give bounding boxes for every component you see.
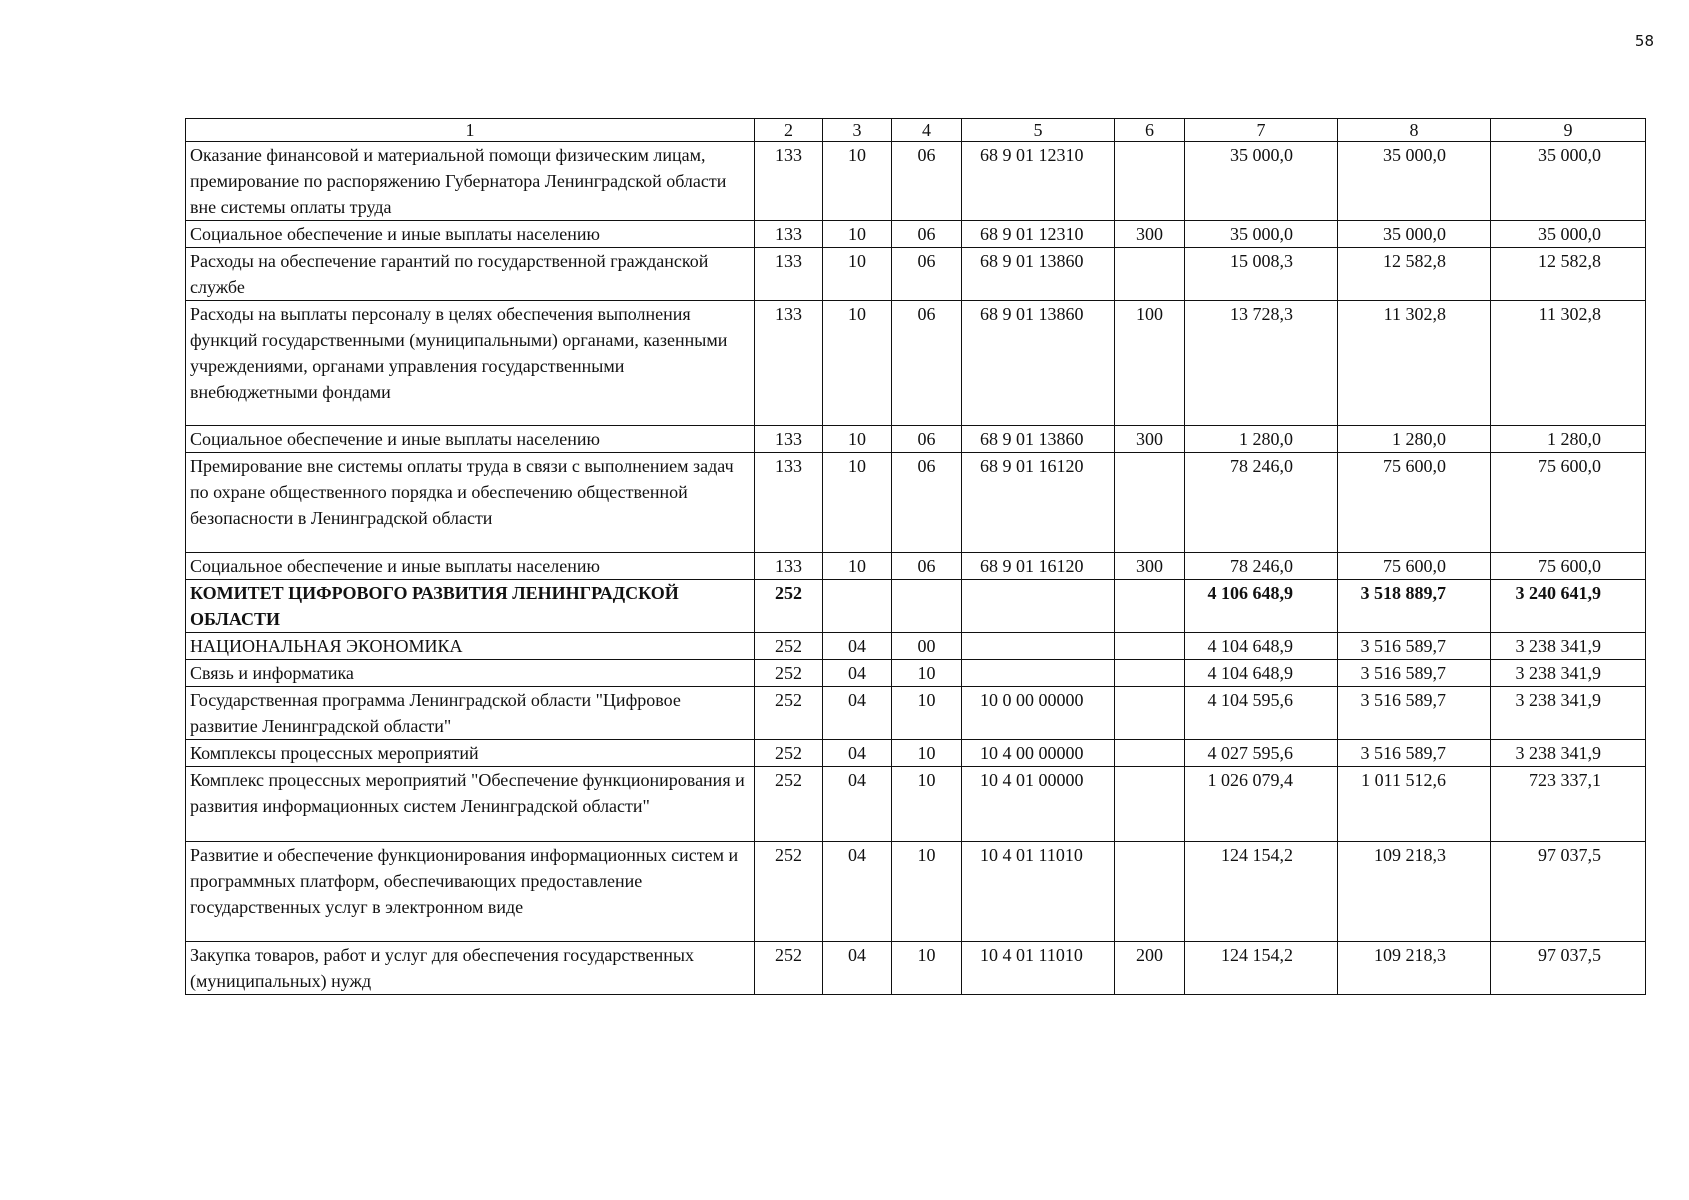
row-section: 04: [823, 767, 892, 842]
row-value-col8: 109 218,3: [1338, 842, 1491, 942]
row-subsection: 06: [892, 142, 962, 221]
row-section: 04: [823, 687, 892, 740]
row-value-col9: 3 238 341,9: [1491, 660, 1646, 687]
row-name: Социальное обеспечение и иные выплаты населению: [186, 426, 755, 453]
row-code: 252: [755, 580, 823, 633]
row-subsection: 00: [892, 633, 962, 660]
row-target-code: 10 4 01 11010: [962, 942, 1115, 995]
row-subsection: 06: [892, 301, 962, 426]
row-value-col8: 3 518 889,7: [1338, 580, 1491, 633]
budget-table: [185, 118, 1646, 995]
table-row: [186, 767, 1646, 842]
row-value-col7: 15 008,3: [1185, 248, 1338, 301]
row-name: Расходы на выплаты персоналу в целях обеспечения выполнения функций государственными (муниципальными) органами, казенными учреждениями, органами управления государственными внебюджетными фондами: [186, 301, 755, 426]
table-row: [186, 580, 1646, 633]
row-subsection: 10: [892, 740, 962, 767]
row-target-code: 68 9 01 13860: [962, 248, 1115, 301]
row-value-col9: 97 037,5: [1491, 942, 1646, 995]
row-code: 133: [755, 426, 823, 453]
row-section: [823, 580, 892, 633]
row-value-col7: 78 246,0: [1185, 453, 1338, 553]
row-value-col7: 1 280,0: [1185, 426, 1338, 453]
row-value-col8: 75 600,0: [1338, 553, 1491, 580]
table-row: [186, 633, 1646, 660]
row-expense-type: [1115, 142, 1185, 221]
row-code: 252: [755, 942, 823, 995]
row-target-code: 10 4 00 00000: [962, 740, 1115, 767]
row-target-code: 10 0 00 00000: [962, 687, 1115, 740]
row-name: Развитие и обеспечение функционирования информационных систем и программных платформ, обеспечивающих предоставление государственных услуг в электронном виде: [186, 842, 755, 942]
row-subsection: [892, 580, 962, 633]
row-subsection: 06: [892, 453, 962, 553]
row-name: Государственная программа Ленинградской области "Цифровое развитие Ленинградской области": [186, 687, 755, 740]
row-value-col7: 78 246,0: [1185, 553, 1338, 580]
column-header: 5: [962, 119, 1115, 142]
row-expense-type: [1115, 687, 1185, 740]
row-subsection: 10: [892, 660, 962, 687]
row-value-col9: 3 240 641,9: [1491, 580, 1646, 633]
row-value-col8: 3 516 589,7: [1338, 740, 1491, 767]
row-target-code: 68 9 01 16120: [962, 553, 1115, 580]
row-value-col9: 3 238 341,9: [1491, 633, 1646, 660]
column-header: 9: [1491, 119, 1646, 142]
row-expense-type: 300: [1115, 221, 1185, 248]
row-expense-type: [1115, 740, 1185, 767]
row-name: КОМИТЕТ ЦИФРОВОГО РАЗВИТИЯ ЛЕНИНГРАДСКОЙ ОБЛАСТИ: [186, 580, 755, 633]
row-code: 133: [755, 142, 823, 221]
row-value-col7: 35 000,0: [1185, 142, 1338, 221]
row-section: 04: [823, 740, 892, 767]
row-value-col8: 3 516 589,7: [1338, 633, 1491, 660]
row-code: 252: [755, 767, 823, 842]
row-section: 10: [823, 142, 892, 221]
row-value-col8: 12 582,8: [1338, 248, 1491, 301]
row-value-col7: 4 104 648,9: [1185, 633, 1338, 660]
page-number: 58: [1634, 32, 1654, 50]
row-section: 04: [823, 942, 892, 995]
row-value-col7: 4 106 648,9: [1185, 580, 1338, 633]
column-header: 7: [1185, 119, 1338, 142]
row-value-col8: 75 600,0: [1338, 453, 1491, 553]
row-name: Оказание финансовой и материальной помощи физическим лицам, премирование по распоряжению Губернатора Ленинградской области вне системы оплаты труда: [186, 142, 755, 221]
row-value-col7: 4 104 595,6: [1185, 687, 1338, 740]
row-section: 04: [823, 660, 892, 687]
row-value-col8: 1 280,0: [1338, 426, 1491, 453]
row-target-code: 68 9 01 13860: [962, 301, 1115, 426]
row-name: Связь и информатика: [186, 660, 755, 687]
row-value-col8: 3 516 589,7: [1338, 660, 1491, 687]
row-name: Закупка товаров, работ и услуг для обеспечения государственных (муниципальных) нужд: [186, 942, 755, 995]
column-header: 2: [755, 119, 823, 142]
row-target-code: [962, 660, 1115, 687]
table-row: [186, 660, 1646, 687]
row-subsection: 10: [892, 842, 962, 942]
row-value-col9: 75 600,0: [1491, 453, 1646, 553]
row-name: НАЦИОНАЛЬНАЯ ЭКОНОМИКА: [186, 633, 755, 660]
row-subsection: 10: [892, 942, 962, 995]
table-row: [186, 687, 1646, 740]
row-value-col9: 35 000,0: [1491, 142, 1646, 221]
row-value-col9: 12 582,8: [1491, 248, 1646, 301]
row-expense-type: [1115, 633, 1185, 660]
row-code: 252: [755, 687, 823, 740]
row-value-col7: 124 154,2: [1185, 942, 1338, 995]
row-name: Социальное обеспечение и иные выплаты населению: [186, 221, 755, 248]
row-subsection: 10: [892, 687, 962, 740]
row-target-code: 68 9 01 13860: [962, 426, 1115, 453]
row-target-code: 68 9 01 12310: [962, 221, 1115, 248]
row-code: 252: [755, 842, 823, 942]
table-row: [186, 301, 1646, 426]
row-code: 252: [755, 660, 823, 687]
column-header: 4: [892, 119, 962, 142]
table-row: [186, 842, 1646, 942]
row-expense-type: 200: [1115, 942, 1185, 995]
row-name: Социальное обеспечение и иные выплаты населению: [186, 553, 755, 580]
row-expense-type: [1115, 248, 1185, 301]
row-target-code: 68 9 01 12310: [962, 142, 1115, 221]
row-value-col8: 109 218,3: [1338, 942, 1491, 995]
table-row: [186, 142, 1646, 221]
row-target-code: 10 4 01 00000: [962, 767, 1115, 842]
row-value-col9: 3 238 341,9: [1491, 740, 1646, 767]
row-expense-type: [1115, 767, 1185, 842]
row-value-col9: 3 238 341,9: [1491, 687, 1646, 740]
table-row: [186, 942, 1646, 995]
row-section: 10: [823, 248, 892, 301]
row-name: Комплекс процессных мероприятий "Обеспечение функционирования и развития информационных систем Ленинградской области": [186, 767, 755, 842]
row-subsection: 10: [892, 767, 962, 842]
row-subsection: 06: [892, 426, 962, 453]
row-expense-type: [1115, 580, 1185, 633]
row-value-col8: 3 516 589,7: [1338, 687, 1491, 740]
table-row: [186, 453, 1646, 553]
row-code: 133: [755, 553, 823, 580]
row-value-col7: 124 154,2: [1185, 842, 1338, 942]
row-subsection: 06: [892, 248, 962, 301]
row-expense-type: [1115, 453, 1185, 553]
row-subsection: 06: [892, 221, 962, 248]
row-value-col9: 35 000,0: [1491, 221, 1646, 248]
row-section: 10: [823, 553, 892, 580]
row-value-col8: 1 011 512,6: [1338, 767, 1491, 842]
row-value-col9: 75 600,0: [1491, 553, 1646, 580]
row-code: 133: [755, 248, 823, 301]
table-header-row: [186, 119, 1646, 142]
table-row: [186, 221, 1646, 248]
table-row: [186, 426, 1646, 453]
row-code: 252: [755, 633, 823, 660]
row-expense-type: 300: [1115, 553, 1185, 580]
row-section: 10: [823, 301, 892, 426]
row-expense-type: 100: [1115, 301, 1185, 426]
row-name: Премирование вне системы оплаты труда в связи с выполнением задач по охране общественного порядка и обеспечению общественной безопасности в Ленинградской области: [186, 453, 755, 553]
row-subsection: 06: [892, 553, 962, 580]
row-target-code: 10 4 01 11010: [962, 842, 1115, 942]
row-target-code: 68 9 01 16120: [962, 453, 1115, 553]
column-header: 8: [1338, 119, 1491, 142]
row-code: 133: [755, 453, 823, 553]
column-header: 3: [823, 119, 892, 142]
row-value-col7: 1 026 079,4: [1185, 767, 1338, 842]
row-target-code: [962, 633, 1115, 660]
row-section: 10: [823, 453, 892, 553]
table-row: [186, 248, 1646, 301]
row-code: 133: [755, 301, 823, 426]
row-code: 133: [755, 221, 823, 248]
row-section: 04: [823, 842, 892, 942]
row-value-col7: 4 104 648,9: [1185, 660, 1338, 687]
row-value-col9: 97 037,5: [1491, 842, 1646, 942]
table-row: [186, 553, 1646, 580]
row-value-col9: 11 302,8: [1491, 301, 1646, 426]
row-name: Расходы на обеспечение гарантий по государственной гражданской службе: [186, 248, 755, 301]
column-header: 1: [186, 119, 755, 142]
row-expense-type: 300: [1115, 426, 1185, 453]
row-value-col7: 35 000,0: [1185, 221, 1338, 248]
row-value-col9: 723 337,1: [1491, 767, 1646, 842]
row-expense-type: [1115, 842, 1185, 942]
row-value-col8: 35 000,0: [1338, 221, 1491, 248]
row-value-col7: 13 728,3: [1185, 301, 1338, 426]
row-name: Комплексы процессных мероприятий: [186, 740, 755, 767]
row-expense-type: [1115, 660, 1185, 687]
row-section: 04: [823, 633, 892, 660]
row-value-col8: 11 302,8: [1338, 301, 1491, 426]
row-section: 10: [823, 426, 892, 453]
row-section: 10: [823, 221, 892, 248]
row-target-code: [962, 580, 1115, 633]
row-value-col7: 4 027 595,6: [1185, 740, 1338, 767]
row-code: 252: [755, 740, 823, 767]
row-value-col8: 35 000,0: [1338, 142, 1491, 221]
row-value-col9: 1 280,0: [1491, 426, 1646, 453]
table-row: [186, 740, 1646, 767]
column-header: 6: [1115, 119, 1185, 142]
